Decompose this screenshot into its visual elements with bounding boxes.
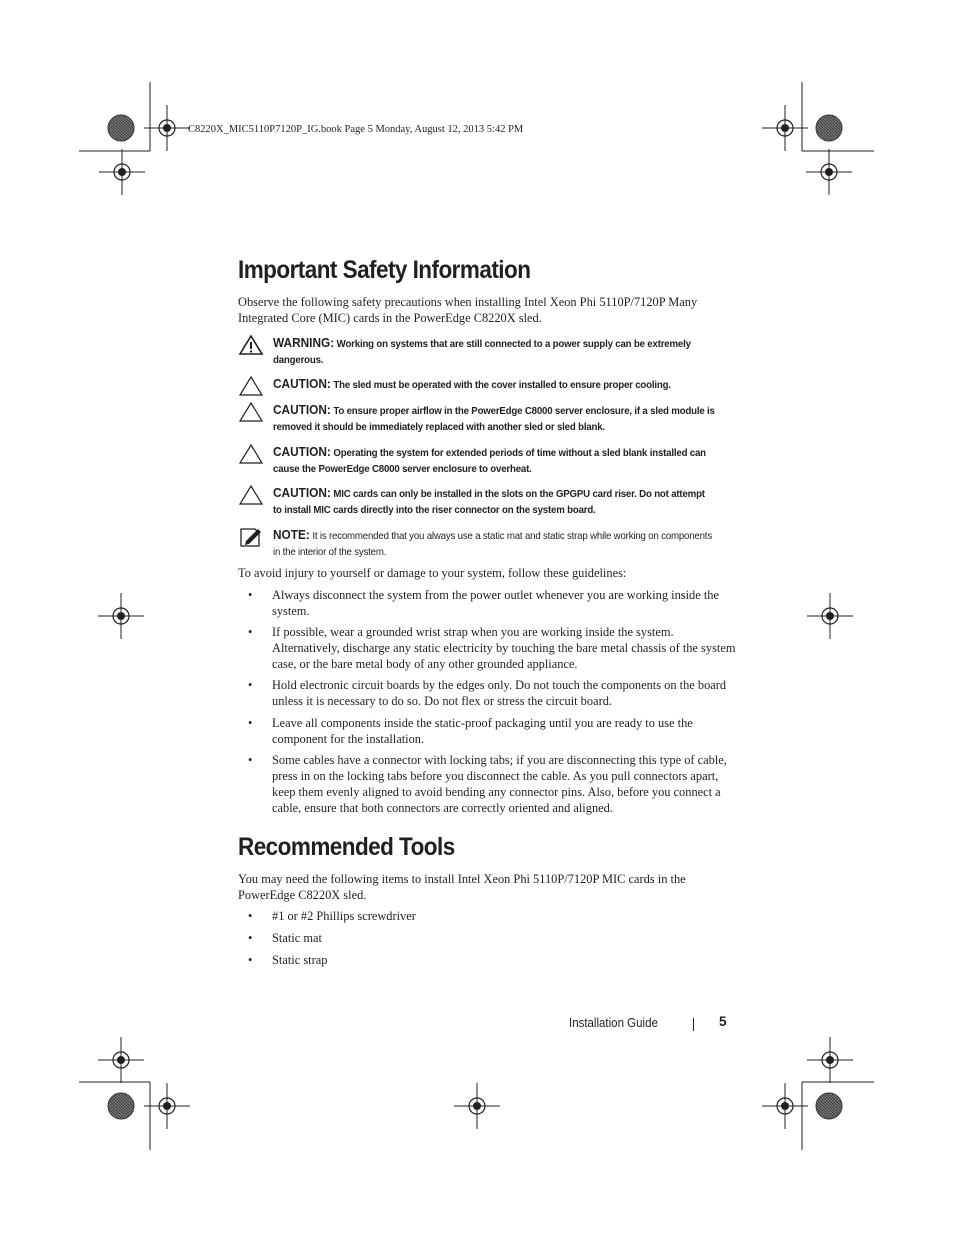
warning-label: WARNING: xyxy=(273,336,335,350)
section-title-safety: Important Safety Information xyxy=(238,256,531,284)
caution-label: CAUTION: xyxy=(273,377,331,391)
list-item: • #1 or #2 Phillips screwdriver xyxy=(248,909,416,923)
footer-separator xyxy=(693,1018,694,1031)
page-number: 5 xyxy=(719,1014,727,1029)
guidelines-intro: To avoid injury to yourself or damage to your system, follow these guidelines: xyxy=(238,566,627,580)
note-text: It is recommended that you always use a static mat and static strap while working on components in the interior of the system. xyxy=(273,531,712,558)
caution-text: MIC cards can only be installed in the slots on the GPGPU card riser. Do not attempt to install MIC cards directly into the riser connector on the system board. xyxy=(273,489,705,516)
caution-icon xyxy=(238,484,264,506)
caution-text: The sled must be operated with the cover installed to ensure proper cooling. xyxy=(333,380,671,391)
list-item: • Static mat xyxy=(248,931,322,945)
list-item: • Leave all components inside the static-proof packaging until you are ready to use the component for the installation. xyxy=(248,716,693,746)
caution-text: Operating the system for extended periods of time without a sled blank installed can cause the PowerEdge C8000 server enclosure to overheat. xyxy=(273,448,706,475)
note-label: NOTE: xyxy=(273,528,310,542)
running-header: C8220X_MIC5110P7120P_IG.book Page 5 Monday, August 12, 2013 5:42 PM xyxy=(188,124,524,135)
list-item: • Always disconnect the system from the power outlet whenever you are working inside the system. xyxy=(248,588,719,618)
warning-text: Working on systems that are still connected to a power supply can be extremely dangerous. xyxy=(273,339,691,366)
caution-icon xyxy=(238,443,264,465)
footer-label: Installation Guide xyxy=(569,1016,658,1030)
caution-label: CAUTION: xyxy=(273,445,331,459)
caution-text: To ensure proper airflow in the PowerEdge C8000 server enclosure, if a sled module is removed it should be immediately replaced with another sled or sled blank. xyxy=(273,406,715,433)
list-item: • Hold electronic circuit boards by the edges only. Do not touch the components on the board unless it is necessary to do so. Do not flex or stress the circuit board. xyxy=(248,678,727,708)
list-item: • Static strap xyxy=(248,953,328,967)
warning-icon xyxy=(238,334,264,356)
caution-icon xyxy=(238,401,264,423)
caution-label: CAUTION: xyxy=(273,486,331,500)
caution-icon xyxy=(238,375,264,397)
caution-label: CAUTION: xyxy=(273,403,331,417)
list-item: • Some cables have a connector with locking tabs; if you are disconnecting this type of cable, press in on the locking tabs before you disconnect the cable. As you pull connectors apart, keep them evenly aligned to avoid bending any connector pins. Also, before you connect a cable, ensure that both connectors are correctly oriented and aligned. xyxy=(248,753,727,815)
note-icon xyxy=(238,526,264,548)
section-title-tools: Recommended Tools xyxy=(238,833,455,861)
tools-intro: You may need the following items to install Intel Xeon Phi 5110P/7120P MIC cards in the PowerEdge C8220X sled. xyxy=(238,872,686,902)
list-item: • If possible, wear a grounded wrist strap when you are working inside the system. Alternatively, discharge any static electricity by touching the bare metal chassis of the system case, or the bare metal body of any other grounded appliance. xyxy=(248,625,736,671)
safety-intro: Observe the following safety precautions when installing Intel Xeon Phi 5110P/7120P Many Integrated Core (MIC) cards in the PowerEdge C8220X sled. xyxy=(238,295,698,325)
